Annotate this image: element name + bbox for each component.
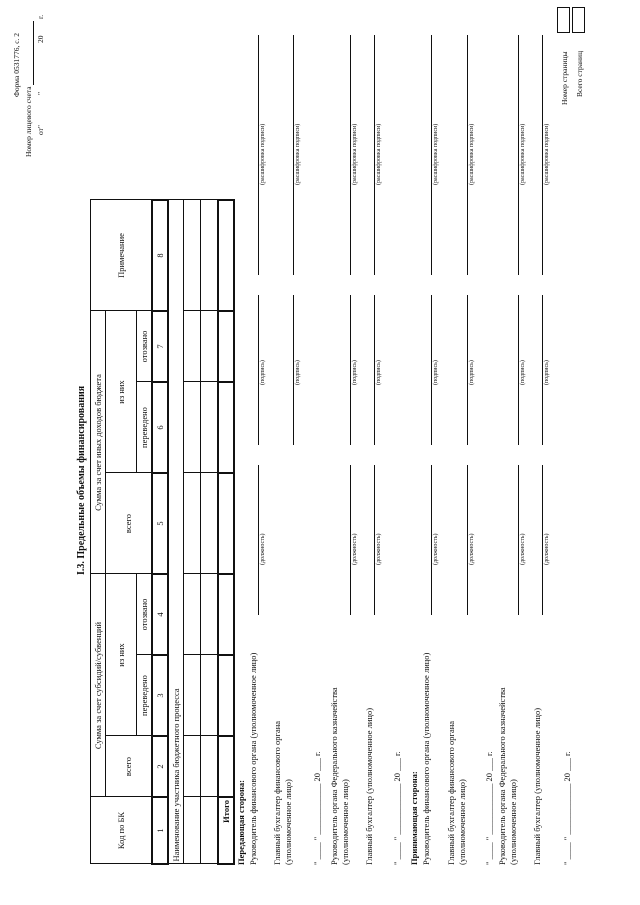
form-number: Форма 0531776, с. 2 xyxy=(12,32,21,97)
table-cell[interactable] xyxy=(218,574,234,655)
decoding-line[interactable] xyxy=(431,35,432,275)
table-cell[interactable] xyxy=(184,311,201,382)
position-line[interactable] xyxy=(374,465,375,615)
financing-table xyxy=(90,199,235,865)
table-cell[interactable] xyxy=(201,655,219,736)
signature-caption: (подпись) xyxy=(352,360,358,385)
decoding-caption: (расшифровка подписи) xyxy=(260,123,266,185)
total-label: Итого xyxy=(218,797,234,864)
table-cell[interactable] xyxy=(201,797,219,864)
table-row xyxy=(184,200,201,864)
position-line[interactable] xyxy=(431,465,432,615)
decoding-line[interactable] xyxy=(518,35,519,275)
signature-line[interactable] xyxy=(258,295,259,445)
col-num-1: 1 xyxy=(152,797,168,864)
signature-caption: (подпись) xyxy=(295,360,301,385)
decoding-line[interactable] xyxy=(542,35,543,275)
table-cell[interactable] xyxy=(184,200,201,311)
table-row xyxy=(201,200,219,864)
position-line[interactable] xyxy=(542,465,543,615)
date-line: " ____ " ____________ 20 ___ г. xyxy=(312,751,322,865)
position-caption: (должность) xyxy=(260,533,266,565)
authorized-label: (уполномоченное лицо) xyxy=(340,779,350,865)
signature-caption: (подпись) xyxy=(520,360,526,385)
decoding-line[interactable] xyxy=(374,35,375,275)
table-cell[interactable] xyxy=(201,473,219,574)
page-number-label: Номер страницы xyxy=(560,51,569,105)
decoding-caption: (расшифровка подписи) xyxy=(376,123,382,185)
col-num-7: 7 xyxy=(152,311,168,382)
col-num-4: 4 xyxy=(152,574,168,655)
section-title: I.3. Предельные объемы финансирования xyxy=(76,385,87,575)
account-number-line xyxy=(33,21,34,85)
chief-acc-label: Главный бухгалтер (уполномоченное лицо) xyxy=(532,707,542,865)
col-num-6: 6 xyxy=(152,382,168,473)
date-line: " ____ " ____________ 20 ___ г. xyxy=(562,751,572,865)
decoding-caption: (расшифровка подписи) xyxy=(295,123,301,185)
col-kbk-header: Код по БК xyxy=(91,797,153,864)
col-num-3: 3 xyxy=(152,655,168,736)
transmitting-heading: Передающая сторона: xyxy=(236,779,246,865)
date-quote: " xyxy=(36,91,45,95)
column-numbers-row xyxy=(152,200,168,864)
decoding-line[interactable] xyxy=(293,35,294,275)
col-num-5: 5 xyxy=(152,473,168,574)
decoding-caption: (расшифровка подписи) xyxy=(433,123,439,185)
position-caption: (должность) xyxy=(469,533,475,565)
col-num-8: 8 xyxy=(152,200,168,311)
decoding-caption: (расшифровка подписи) xyxy=(520,123,526,185)
authorized-label: (уполномоченное лицо) xyxy=(457,779,467,865)
table-cell[interactable] xyxy=(218,311,234,382)
position-line[interactable] xyxy=(350,465,351,615)
table-cell[interactable] xyxy=(218,655,234,736)
table-cell[interactable] xyxy=(218,473,234,574)
signature-caption: (подпись) xyxy=(376,360,382,385)
position-caption: (должность) xyxy=(520,533,526,565)
head-fk-label: Руководитель органа Федерального казначейства xyxy=(497,687,507,865)
position-caption: (должность) xyxy=(544,533,550,565)
table-cell[interactable] xyxy=(201,736,219,797)
position-line[interactable] xyxy=(467,465,468,615)
table-cell[interactable] xyxy=(184,473,201,574)
other-of-them: из них xyxy=(106,311,137,473)
table-cell[interactable] xyxy=(201,311,219,382)
note-header: Примечание xyxy=(91,200,153,311)
decoding-caption: (расшифровка подписи) xyxy=(544,123,550,185)
group-other-header: Сумма за счет иных доходов бюджета xyxy=(91,311,106,574)
head-fk-label: Руководитель органа Федерального казначейства xyxy=(329,687,339,865)
decoding-line[interactable] xyxy=(467,35,468,275)
table-cell[interactable] xyxy=(184,655,201,736)
other-transferred: переведено xyxy=(137,382,153,473)
signature-caption: (подпись) xyxy=(544,360,550,385)
table-cell[interactable] xyxy=(218,382,234,473)
other-total-header: всего xyxy=(106,473,153,574)
signature-line[interactable] xyxy=(431,295,432,445)
authorized-label: (уполномоченное лицо) xyxy=(283,779,293,865)
signature-caption: (подпись) xyxy=(433,360,439,385)
signature-line[interactable] xyxy=(467,295,468,445)
account-label: Номер лицевого счета xyxy=(24,86,33,157)
table-cell[interactable] xyxy=(218,200,234,311)
year-prefix: 20 xyxy=(36,35,45,43)
pages-total-box[interactable] xyxy=(572,7,585,33)
table-cell[interactable] xyxy=(184,382,201,473)
table-cell[interactable] xyxy=(201,200,219,311)
table-cell[interactable] xyxy=(184,797,201,864)
date-from: от" xyxy=(36,125,45,135)
signature-line[interactable] xyxy=(542,295,543,445)
date-line: " ____ " ____________ 20 ___ г. xyxy=(484,751,494,865)
decoding-line[interactable] xyxy=(258,35,259,275)
table-cell[interactable] xyxy=(201,574,219,655)
signature-line[interactable] xyxy=(293,295,294,445)
head-fin-label: Руководитель финансового органа (уполномоченное лицо) xyxy=(421,652,431,865)
position-caption: (должность) xyxy=(352,533,358,565)
table-cell[interactable] xyxy=(184,736,201,797)
decoding-caption: (расшифровка подписи) xyxy=(469,123,475,185)
signature-line[interactable] xyxy=(518,295,519,445)
chief-acc-fin-label: Главный бухгалтер финансового органа xyxy=(272,720,282,865)
total-row xyxy=(218,200,234,864)
position-line[interactable] xyxy=(518,465,519,615)
decoding-caption: (расшифровка подписи) xyxy=(352,123,358,185)
table-cell[interactable] xyxy=(184,574,201,655)
subsidies-recalled: отозвано xyxy=(137,574,153,655)
receiving-heading: Принимающая сторона: xyxy=(409,771,419,865)
col-num-2: 2 xyxy=(152,736,168,797)
head-fin-label: Руководитель финансового органа (уполномоченное лицо) xyxy=(248,652,258,865)
signature-caption: (подпись) xyxy=(260,360,266,385)
participant-label: Наименование участника бюджетного процесса xyxy=(168,200,184,864)
table-cell[interactable] xyxy=(201,382,219,473)
chief-acc-fin-label: Главный бухгалтер финансового органа xyxy=(446,720,456,865)
subsidies-total-header: всего xyxy=(106,736,153,797)
pages-total-label: Всего страниц xyxy=(575,50,584,97)
subsidies-transferred: переведено xyxy=(137,655,153,736)
subsidies-of-them: из них xyxy=(106,574,137,736)
signature-line[interactable] xyxy=(374,295,375,445)
position-caption: (должность) xyxy=(376,533,382,565)
signature-line[interactable] xyxy=(350,295,351,445)
other-recalled: отозвано xyxy=(137,311,153,382)
year-suffix: г. xyxy=(36,14,45,19)
authorized-label: (уполномоченное лицо) xyxy=(508,779,518,865)
page-number-box[interactable] xyxy=(557,7,570,33)
table-cell[interactable] xyxy=(218,736,234,797)
chief-acc-label: Главный бухгалтер (уполномоченное лицо) xyxy=(364,707,374,865)
position-caption: (должность) xyxy=(433,533,439,565)
date-line: " ____ " ____________ 20 ___ г. xyxy=(392,751,402,865)
decoding-line[interactable] xyxy=(350,35,351,275)
signature-caption: (подпись) xyxy=(469,360,475,385)
group-subsidies-header: Сумма за счет субсидий/субвенций xyxy=(91,574,106,797)
position-line[interactable] xyxy=(258,465,259,615)
